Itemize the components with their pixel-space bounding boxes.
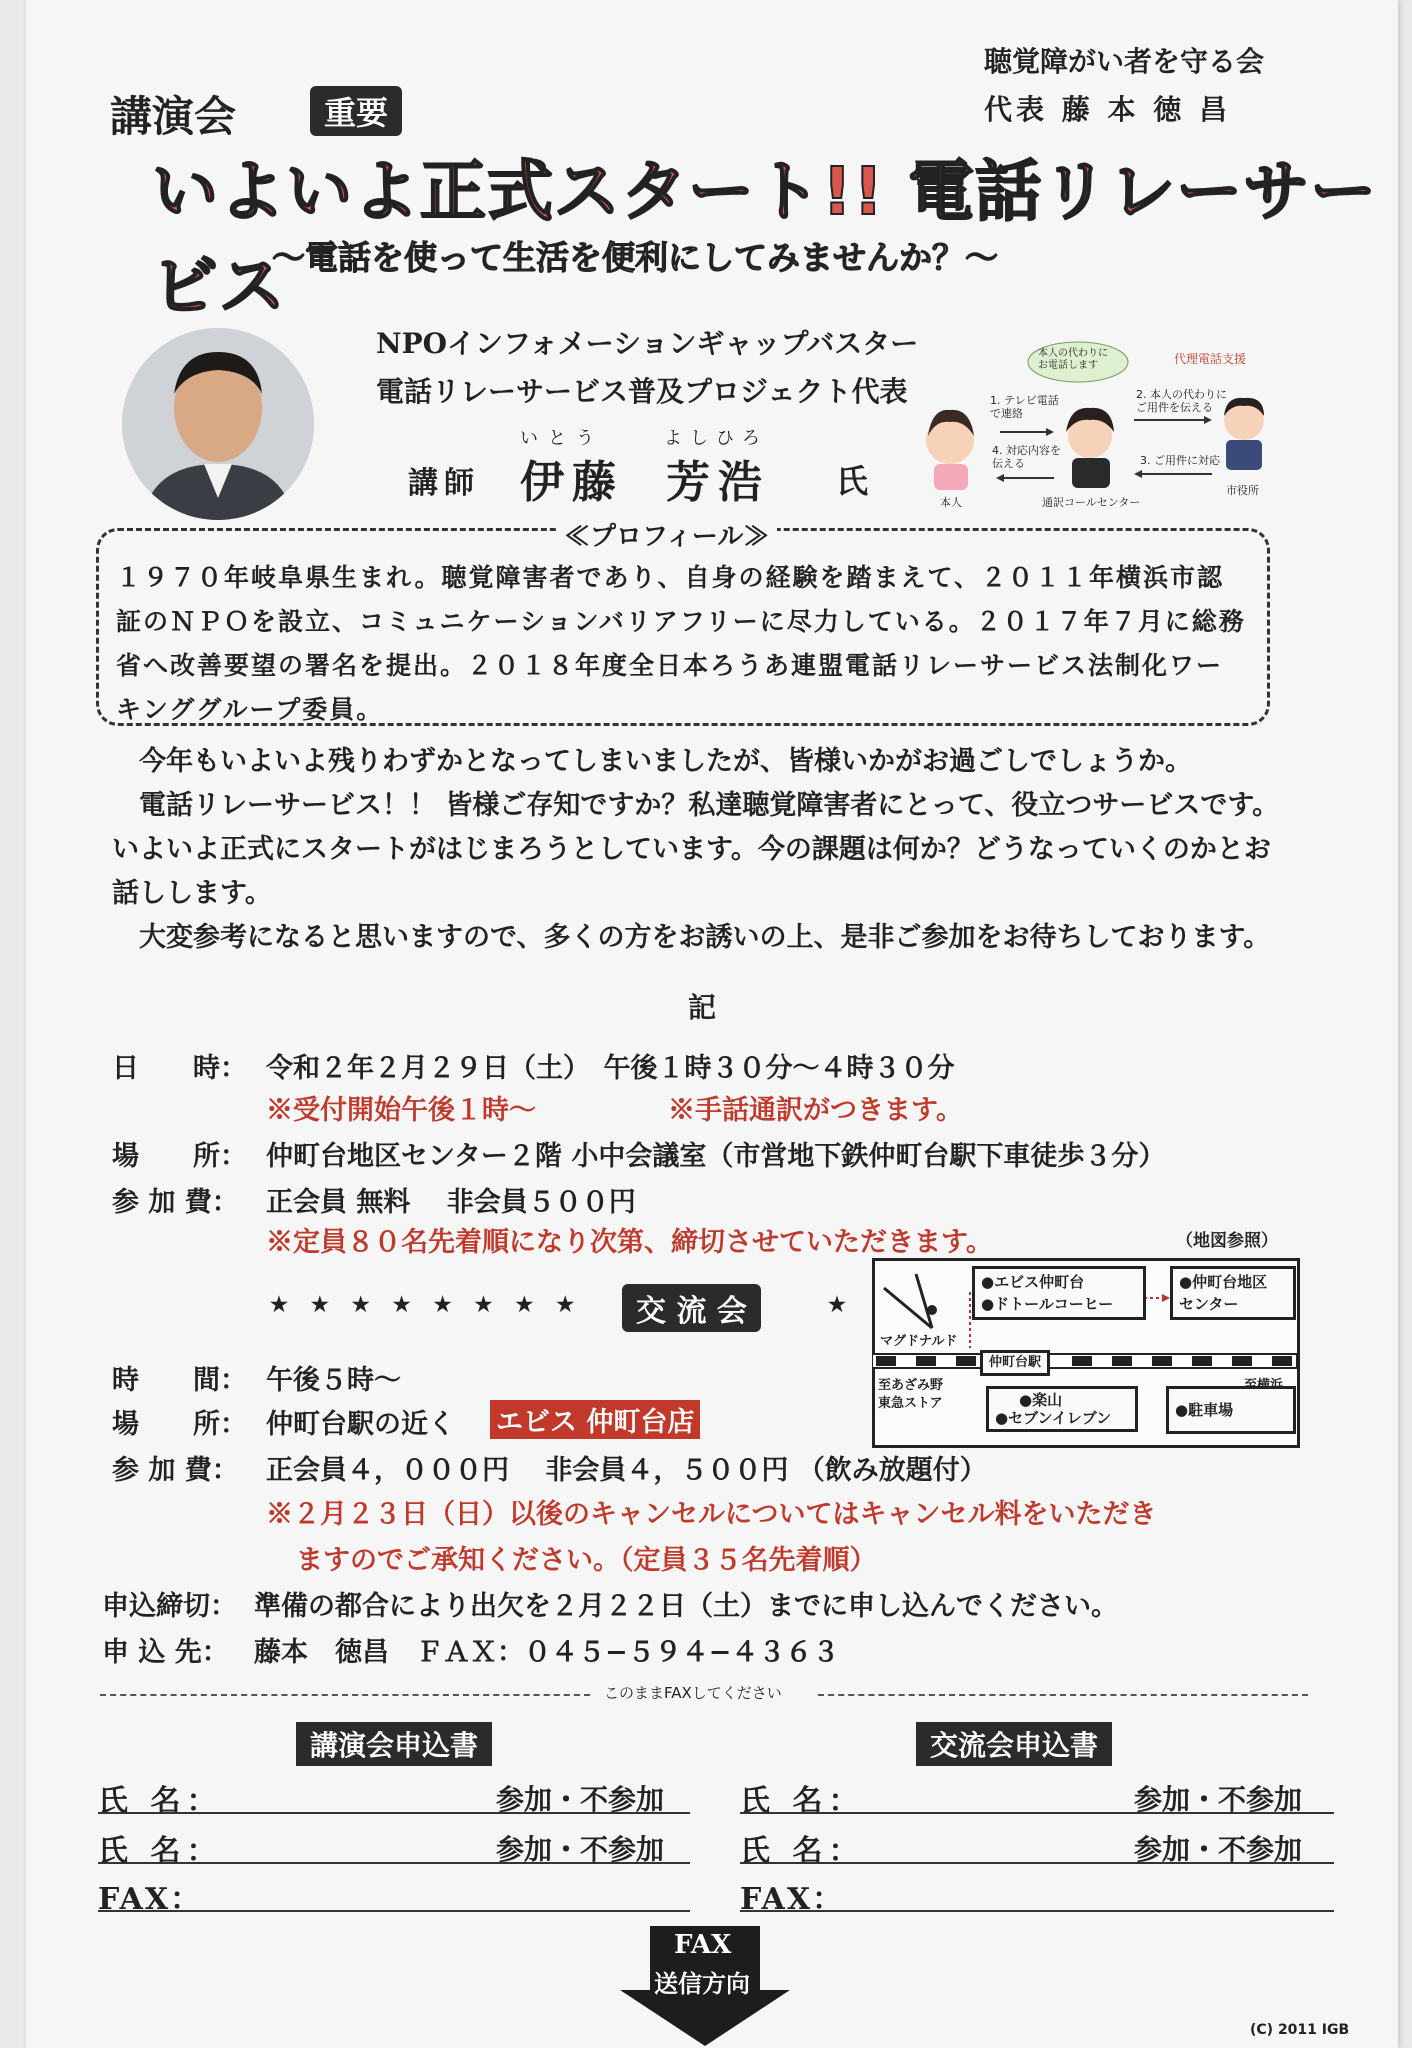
reception-note: ※受付開始午後１時〜 (266, 1095, 536, 1126)
capacity-note: ※定員８０名先着順になり次第、締切させていただきます。 (266, 1227, 993, 1258)
social-form-attend-2[interactable]: 参加・不参加 (1134, 1833, 1303, 1866)
map-rakuzan: ●楽山 (1019, 1391, 1063, 1409)
illus-service: 代理電話支援 (1174, 352, 1247, 366)
lecture-place-value: 仲町台地区センター２階 小中会議室（市営地下鉄仲町台駅下車徒歩３分） (266, 1141, 1166, 1172)
social-fee-value: 正会員４，０００円 非会員４，５００円 （飲み放題付） (266, 1455, 987, 1486)
lecture-fee-label: 参 加 費： (112, 1187, 239, 1218)
ruby-given: よしひろ (664, 428, 768, 449)
illus-step2: 2. 本人の代わりに ご用件を伝える (1136, 388, 1227, 414)
ruby-family: いとう (520, 428, 604, 449)
intro-p1: 今年もいよいよ残りわずかとなってしまいましたが、皆様いかがお過ごしでしょうか。 (139, 746, 1192, 777)
deadline-label: 申込締切： (102, 1591, 237, 1622)
map-ebisu-doutor (972, 1266, 1146, 1320)
ki-mark: 記 (688, 991, 717, 1024)
illus-office: 市役所 (1226, 484, 1259, 497)
speaker-honorific: 氏 (836, 462, 869, 500)
social-heading: 交 流 会 (622, 1284, 761, 1332)
profile-heading: ≪プロフィール≫ (556, 516, 777, 553)
speaker-given-name: 芳浩 (666, 457, 770, 508)
lecture-date-value: 令和２年２月２９日（土） 午後１時３０分〜４時３０分 (266, 1053, 955, 1084)
illus-center: 通訳コールセンター (1042, 496, 1141, 509)
cut-note: このままFAXしてください (604, 1684, 782, 1702)
lecture-form-fax-line[interactable] (98, 1910, 690, 1912)
social-form-heading: 交流会申込書 (916, 1722, 1112, 1766)
social-fee-label: 参 加 費： (112, 1455, 239, 1486)
important-badge: 重要 (310, 86, 402, 136)
illus-step1: 1. テレビ電話 で連絡 (990, 394, 1059, 420)
map-ref: （地図参照） (1176, 1231, 1278, 1251)
illus-bubble: 本人の代わりに お電話します (1038, 348, 1108, 371)
profile-text: １９７０年岐阜県生まれ。聴覚障害者であり、自身の経験を踏まえて、２０１１年横浜市認証のＮＰＯを設立、コミュニケーションバリアフリーに尽力している。２０１７年７月に総務省へ改善要望の署名を提出。２０１８年度全日本ろうあ連盟電話リレーサービス法制化ワーキンググループ委員。 (116, 563, 1246, 724)
intro-p3: 大変参考になると思いますので、多くの方をお誘いの上、是非ご参加をお待ちしております。 (139, 922, 1271, 953)
speaker-org-line2: 電話リレーサービス普及プロジェクト代表 (376, 375, 908, 408)
map-azamino: 至あざみ野 (878, 1378, 944, 1393)
lecture-fee-value: 正会員 無料 非会員５００円 (266, 1187, 636, 1218)
interpret-note: ※手話通訳がつきます。 (668, 1095, 963, 1126)
lecture-form-name-line-2[interactable] (98, 1862, 690, 1864)
lecture-form-heading: 講演会申込書 (296, 1722, 492, 1766)
lecture-form-name-line-1[interactable] (98, 1812, 690, 1814)
intro-p2: 電話リレーサービス！！ 皆様ご存知ですか？私達聴覚障害者にとって、役立つサービスです。いよいよ正式にスタートがはじまろうとしています。今の課題は何か？どうなっていくのかとお話しします。 (112, 790, 1280, 909)
intro-text (112, 740, 1282, 960)
social-time-value: 午後５時〜 (266, 1365, 401, 1396)
deadline-value: 準備の都合により出欠を２月２２日（土）までに申し込んでください。 (254, 1591, 1118, 1622)
social-place-highlight: エビス 仲町台店 (490, 1400, 700, 1439)
social-stars-right: ★ (828, 1292, 846, 1316)
map-mcd: マグドナルド (880, 1334, 958, 1349)
apply-to-label: 申 込 先： (102, 1637, 229, 1668)
illus-step3: 3. ご用件に対応 (1140, 454, 1220, 467)
map-doutor: ●ドトールコーヒー (981, 1295, 1114, 1313)
fax-arrow-line1: FAX (674, 1930, 732, 1960)
cancel-note-1: ※２月２３日（日）以後のキャンセルについてはキャンセル料をいただき (266, 1499, 1157, 1530)
map-parking: ●駐車場 (1166, 1386, 1296, 1434)
lecture-form-attend-1[interactable]: 参加・不参加 (496, 1783, 665, 1816)
social-form-fax-line[interactable] (740, 1910, 1334, 1912)
cut-line-left (100, 1694, 590, 1696)
cut-line-right (818, 1694, 1308, 1696)
illus-person: 本人 (940, 496, 962, 509)
lecture-form-attend-2[interactable]: 参加・不参加 (496, 1833, 665, 1866)
representative: 代表 藤 本 徳 昌 (984, 93, 1231, 126)
map-ebisu: ●エビス仲町台 (981, 1273, 1085, 1291)
social-time-label: 時 間： (112, 1365, 247, 1396)
lecture-form-name-label-1: 氏 名： (98, 1784, 223, 1819)
map-station: 仲町台駅 (980, 1350, 1050, 1376)
speaker-photo (122, 328, 314, 520)
social-form-name-line-2[interactable] (740, 1862, 1334, 1864)
access-map (872, 1258, 1300, 1448)
event-type: 講演会 (110, 92, 237, 141)
social-stars-left: ★ ★ ★ ★ ★ ★ ★ ★ (270, 1292, 583, 1316)
apply-to-value: 藤本 徳昌 ＦＡＸ：０４５−５９４−４３６３ (254, 1637, 840, 1668)
relay-illustration (920, 340, 1290, 510)
lecture-form-fax-label: FAX： (98, 1882, 203, 1917)
map-tokyu: 東急ストア (878, 1396, 943, 1411)
speaker-family-name: 伊藤 (520, 457, 624, 508)
social-form-name-label-1: 氏 名： (740, 1784, 865, 1819)
social-place-label: 場 所： (112, 1409, 247, 1440)
main-title: いよいよ正式スタート!! 電話リレーサービス (152, 153, 1378, 325)
speaker-role: 講師 (408, 466, 480, 501)
social-form-name-line-1[interactable] (740, 1812, 1334, 1814)
subtitle: 〜電話を使って生活を便利にしてみませんか？〜 (272, 238, 998, 277)
social-form-attend-1[interactable]: 参加・不参加 (1134, 1783, 1303, 1816)
speaker-portrait-icon (122, 328, 314, 520)
org-name: 聴覚障がい者を守る会 (984, 45, 1265, 78)
social-form-fax-label: FAX： (740, 1882, 845, 1917)
speaker-org-line1: NPOインフォメーションギャップバスター (376, 327, 919, 360)
map-center: ●仲町台地区 センター (1170, 1266, 1296, 1320)
lecture-date-label: 日 時： (112, 1053, 247, 1084)
fax-arrow-line2: 送信方向 (654, 1969, 750, 1998)
lecture-place-label: 場 所： (112, 1141, 247, 1172)
social-form-name-label-2: 氏 名： (740, 1834, 865, 1869)
illus-step4: 4. 対応内容を 伝える (992, 444, 1061, 470)
map-seven: ●セブンイレブン (995, 1409, 1112, 1427)
copyright: (C) 2011 IGB (1250, 2022, 1350, 2038)
cancel-note-2: ますのでご承知ください。（定員３５名先着順） (296, 1545, 877, 1576)
map-rakuzan-seven (986, 1386, 1138, 1432)
social-place-value: 仲町台駅の近く (266, 1409, 455, 1440)
lecture-form-name-label-2: 氏 名： (98, 1834, 223, 1869)
